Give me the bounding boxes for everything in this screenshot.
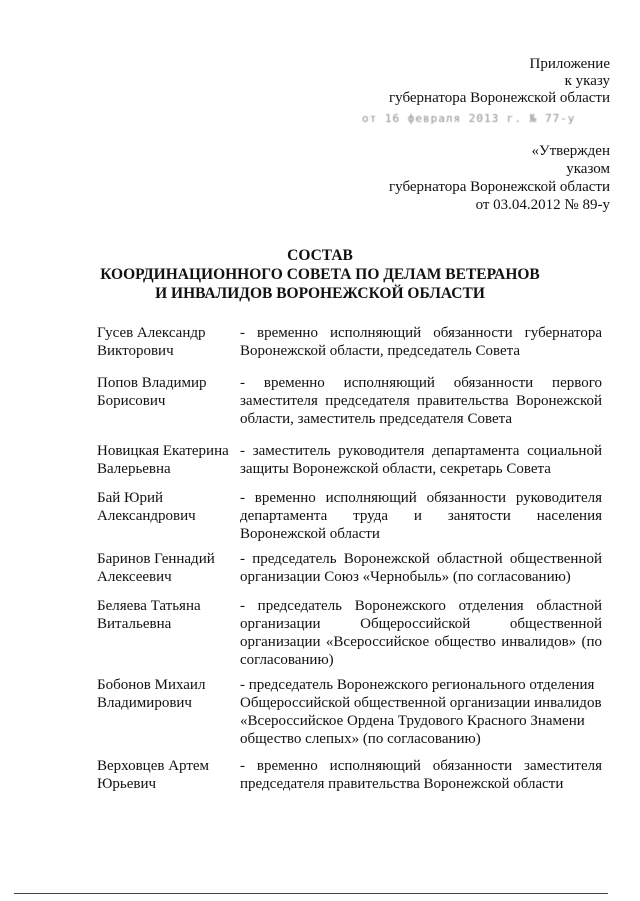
member-role: - временно исполняющий обязанности руководителя департамента труда и занятости населения Воронежской области	[240, 490, 602, 542]
member-name-line: Бай Юрий	[97, 490, 164, 506]
member-name-line: Баринов Геннадий	[97, 551, 215, 567]
member-name-line: Бобонов Михаил	[97, 677, 206, 693]
member-name-line: Гусев Александр	[97, 325, 206, 341]
approved-line: губернатора Воронежской области	[389, 179, 610, 195]
member-name-line: Викторович	[97, 343, 174, 359]
approved-line: от 03.04.2012 № 89-у	[475, 197, 610, 213]
footer-divider	[14, 893, 608, 894]
member-role: - председатель Воронежской областной общественной организации Союз «Чернобыль» (по согласованию)	[240, 551, 602, 585]
member-role: - заместитель руководителя департамента социальной защиты Воронежской области, секретарь Совета	[240, 443, 602, 477]
member-name	[97, 597, 237, 633]
title-line: И ИНВАЛИДОВ ВОРОНЕЖСКОЙ ОБЛАСТИ	[155, 285, 485, 302]
member-name-line: Александрович	[97, 508, 196, 524]
annex-line: Приложение	[529, 56, 610, 72]
member-name-line: Верховцев Артем	[97, 758, 210, 774]
member-name	[97, 757, 237, 793]
member-role: - временно исполняющий обязанности заместителя председателя правительства Воронежской области	[240, 758, 602, 792]
approved-header	[389, 142, 610, 214]
member-name-line: Борисович	[97, 393, 166, 409]
title-line: СОСТАВ	[287, 247, 353, 264]
title-line: КООРДИНАЦИОННОГО СОВЕТА ПО ДЕЛАМ ВЕТЕРАНОВ	[100, 266, 540, 283]
member-role: - председатель Воронежского отделения областной организации Общероссийской общественной организации «Всероссийское общество инвалидов» (по согласованию)	[240, 598, 602, 668]
member-name	[97, 489, 237, 525]
decree-stamp: от 16 февраля 2013 г. № 77-у	[362, 112, 576, 125]
member-name	[97, 324, 237, 360]
member-name-line: Витальевна	[97, 616, 172, 632]
annex-line: к указу	[564, 73, 610, 89]
member-name-line: Беляева Татьяна	[97, 598, 201, 614]
annex-line: губернатора Воронежской области	[389, 90, 610, 106]
member-name-line: Валерьевна	[97, 461, 171, 477]
member-name-line: Алексеевич	[97, 569, 172, 585]
document-title	[0, 246, 640, 303]
member-name-line: Юрьевич	[97, 776, 157, 792]
member-name-line: Попов Владимир	[97, 375, 207, 391]
member-role: - временно исполняющий обязанности первого заместителя председателя правительства Воронежской области, заместитель председателя Совета	[240, 375, 602, 427]
approved-line: указом	[566, 161, 610, 177]
member-role: - председатель Воронежского регионального отделения Общероссийской общественной организации инвалидов «Всероссийское Ордена Трудового Красного Знамени общество слепых» (по согласованию)	[240, 677, 602, 747]
member-name	[97, 550, 237, 586]
member-role: - временно исполняющий обязанности губернатора Воронежской области, председатель Совета	[240, 325, 602, 359]
member-name-line: Новицкая Екатерина	[97, 443, 229, 459]
member-name	[97, 374, 237, 410]
member-name	[97, 676, 237, 712]
member-name-line: Владимирович	[97, 695, 192, 711]
member-name	[97, 442, 237, 478]
approved-line: «Утвержден	[531, 143, 610, 159]
annex-header	[389, 56, 610, 107]
